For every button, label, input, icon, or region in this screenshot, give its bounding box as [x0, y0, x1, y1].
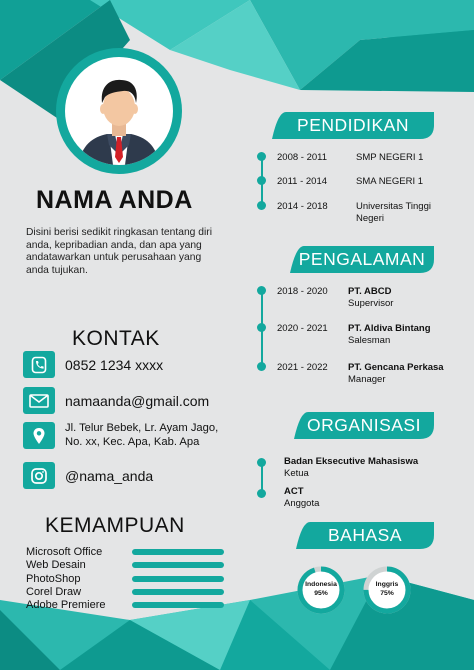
skill-label: Microsoft Office [26, 546, 103, 558]
experience-company: PT. Gencana Perkasa [348, 362, 444, 373]
language-label [296, 581, 346, 598]
skill-bar [132, 576, 224, 582]
skill-label: Web Desain [26, 559, 86, 572]
timeline-dot [257, 362, 266, 371]
education-years: 2014 - 2018 [277, 201, 328, 212]
organization-title: ORGANISASI [307, 415, 421, 435]
skill-label: Adobe Premiere [26, 599, 106, 612]
phone-icon [23, 351, 55, 378]
contact-social-row [23, 462, 153, 489]
phone-number: 0852 1234 xxxx [65, 356, 164, 373]
education-title: PENDIDIKAN [297, 115, 409, 135]
experience-entry [348, 362, 444, 385]
education-years: 2008 - 2011 [277, 152, 328, 163]
organization-role: Ketua [284, 467, 309, 479]
experience-header [290, 246, 434, 273]
experience-title: PENGALAMAN [298, 249, 426, 269]
contact-phone-row [23, 351, 163, 378]
profile-summary: Disini berisi sedikit ringkasan tentang diri anda, kepribadian anda, dan apa yang andatawarkan untuk perusahaan yang anda tujukan. [26, 227, 213, 276]
experience-entry [348, 323, 431, 346]
experience-company: PT. Aldiva Bintang [348, 323, 431, 334]
language-percent: 75% [380, 589, 394, 597]
education-years: 2011 - 2014 [277, 176, 328, 187]
address-line-2: No. xx, Kec. Apa, Kab. Apa [65, 435, 200, 448]
experience-years: 2021 - 2022 [277, 362, 328, 373]
timeline-dot [257, 152, 266, 161]
language-label [362, 581, 412, 598]
organization-entry [284, 486, 319, 509]
education-school [356, 201, 431, 224]
timeline-dot [257, 201, 266, 210]
language-gauge-inggris [362, 565, 412, 615]
experience-years: 2020 - 2021 [277, 323, 328, 334]
organization-entry [284, 456, 418, 479]
person-name: NAMA ANDA [36, 186, 193, 214]
skill-label: Corel Draw [26, 585, 82, 598]
skill-bar [132, 562, 224, 568]
skill-bar [132, 549, 224, 555]
profile-photo-frame [56, 48, 182, 174]
language-name: Inggris [375, 581, 399, 588]
skills-title: KEMAMPUAN [45, 514, 185, 537]
education-school: SMA NEGERI 1 [356, 176, 424, 187]
mail-icon [23, 387, 55, 414]
organization-role: Anggota [284, 497, 320, 509]
language-title: BAHASA [328, 525, 402, 545]
skill-bar [132, 589, 224, 595]
experience-role: Supervisor [348, 297, 394, 309]
social-handle: @nama_anda [65, 467, 154, 484]
organization-name: ACT [284, 486, 304, 497]
avatar [65, 57, 173, 165]
timeline-dot [257, 458, 266, 467]
timeline-dot [257, 176, 266, 185]
language-header [296, 522, 434, 549]
experience-company: PT. ABCD [348, 286, 392, 297]
timeline-dot [257, 489, 266, 498]
timeline-dot [257, 286, 266, 295]
education-school-line-1: Universitas Tinggi [356, 201, 431, 212]
skill-bar [132, 602, 224, 608]
experience-years: 2018 - 2020 [277, 286, 328, 297]
organization-header [294, 412, 434, 439]
experience-role: Salesman [348, 334, 391, 346]
person-illustration [65, 57, 173, 165]
contact-title: KONTAK [72, 327, 160, 350]
experience-role: Manager [348, 373, 386, 385]
address-line-1: Jl. Telur Bebek, Lr. Ayam Jago, [65, 422, 219, 434]
timeline-dot [257, 323, 266, 332]
language-name: Indonesia [305, 581, 337, 588]
instagram-icon [23, 462, 55, 489]
email-address: namaanda@gmail.com [65, 392, 210, 409]
education-school: SMP NEGERI 1 [356, 152, 424, 163]
language-gauge-indonesia [296, 565, 346, 615]
education-header [272, 112, 434, 139]
language-percent: 95% [314, 589, 328, 597]
education-school-line-2: Negeri [356, 212, 384, 224]
address [65, 422, 218, 449]
contact-email-row [23, 387, 209, 414]
location-icon [23, 422, 55, 449]
contact-address-row [23, 422, 218, 449]
organization-name: Badan Eksecutive Mahasiswa [284, 456, 419, 467]
skill-label: PhotoShop [26, 572, 81, 585]
experience-entry [348, 286, 393, 309]
